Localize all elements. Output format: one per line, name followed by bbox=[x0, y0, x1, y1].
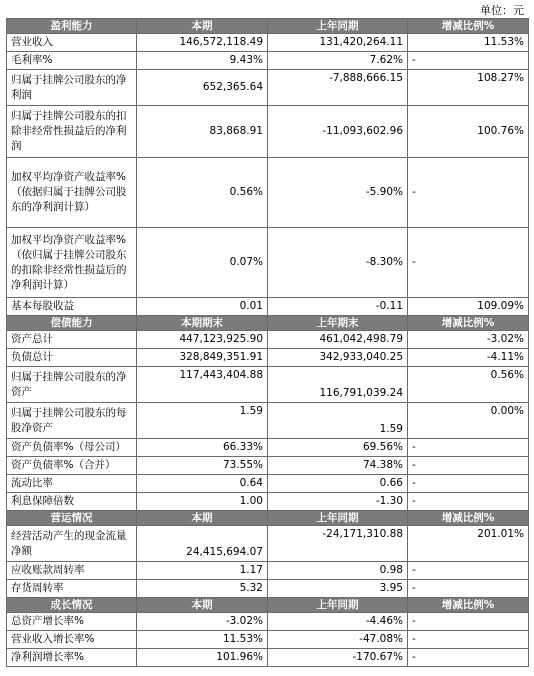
table-row bbox=[7, 580, 529, 598]
unit-label: 单位：元 bbox=[480, 4, 524, 17]
row-label: 基本每股收益 bbox=[7, 298, 137, 316]
header-cell: 上年同期 bbox=[268, 511, 408, 526]
current-value: 146,572,118.49 bbox=[137, 34, 268, 52]
table-row bbox=[7, 298, 529, 316]
table-row bbox=[7, 493, 529, 511]
prior-value: -7,888,666.15 bbox=[268, 70, 408, 106]
current-value: 73.55% bbox=[137, 457, 268, 475]
prior-value: 0.66 bbox=[268, 475, 408, 493]
row-label: 资产总计 bbox=[7, 331, 137, 349]
prior-value: -0.11 bbox=[268, 298, 408, 316]
change-ratio: 201.01% bbox=[408, 526, 529, 562]
row-label: 负债总计 bbox=[7, 349, 137, 367]
table-row bbox=[7, 331, 529, 349]
table-row bbox=[7, 613, 529, 631]
header-cell: 上年同期 bbox=[268, 598, 408, 613]
change-ratio: - bbox=[408, 52, 529, 70]
change-ratio: 11.53% bbox=[408, 34, 529, 52]
prior-value: -4.46% bbox=[268, 613, 408, 631]
row-label: 存货周转率 bbox=[7, 580, 137, 598]
section-header-growth bbox=[7, 598, 529, 613]
prior-value: 74.38% bbox=[268, 457, 408, 475]
row-label: 净利润增长率% bbox=[7, 649, 137, 667]
current-value: 1.59 bbox=[137, 403, 268, 439]
row-label: 资产负债率%（合并） bbox=[7, 457, 137, 475]
header-cell: 本期 bbox=[137, 511, 268, 526]
header-cell: 增减比例% bbox=[408, 598, 529, 613]
prior-value: -5.90% bbox=[268, 158, 408, 228]
table-row bbox=[7, 106, 529, 158]
section-header-profitability bbox=[7, 19, 529, 34]
change-ratio: - bbox=[408, 562, 529, 580]
table-row bbox=[7, 475, 529, 493]
change-ratio: - bbox=[408, 493, 529, 511]
change-ratio: - bbox=[408, 228, 529, 298]
header-cell: 成长情况 bbox=[7, 598, 137, 613]
row-label: 归属于挂牌公司股东的扣除非经常性损益后的净利润 bbox=[7, 106, 137, 158]
change-ratio: - bbox=[408, 457, 529, 475]
row-label: 资产负债率%（母公司） bbox=[7, 439, 137, 457]
table-row bbox=[7, 158, 529, 228]
row-label: 总资产增长率% bbox=[7, 613, 137, 631]
prior-value: -1.30 bbox=[268, 493, 408, 511]
prior-value: 116,791,039.24 bbox=[268, 367, 408, 403]
table-row bbox=[7, 52, 529, 70]
row-label: 营业收入 bbox=[7, 34, 137, 52]
table-row bbox=[7, 228, 529, 298]
header-cell: 上年同期 bbox=[268, 19, 408, 34]
current-value: 0.56% bbox=[137, 158, 268, 228]
prior-value: 7.62% bbox=[268, 52, 408, 70]
header-cell: 营运情况 bbox=[7, 511, 137, 526]
table-row bbox=[7, 349, 529, 367]
current-value: 24,415,694.07 bbox=[137, 526, 268, 562]
header-cell: 增减比例% bbox=[408, 19, 529, 34]
current-value: 0.64 bbox=[137, 475, 268, 493]
row-label: 利息保障倍数 bbox=[7, 493, 137, 511]
current-value: 1.17 bbox=[137, 562, 268, 580]
row-label: 加权平均净资产收益率%（依据归属于挂牌公司股东的净利润计算） bbox=[7, 158, 137, 228]
change-ratio: - bbox=[408, 475, 529, 493]
prior-value: -11,093,602.96 bbox=[268, 106, 408, 158]
change-ratio: 108.27% bbox=[408, 70, 529, 106]
row-label: 经营活动产生的现金流量净额 bbox=[7, 526, 137, 562]
change-ratio: - bbox=[408, 158, 529, 228]
header-cell: 增减比例% bbox=[408, 316, 529, 331]
header-cell: 本期 bbox=[137, 19, 268, 34]
table-row bbox=[7, 457, 529, 475]
table-row bbox=[7, 526, 529, 562]
section-header-operations bbox=[7, 511, 529, 526]
header-cell: 上年期末 bbox=[268, 316, 408, 331]
header-cell: 本期 bbox=[137, 598, 268, 613]
current-value: 0.01 bbox=[137, 298, 268, 316]
change-ratio: -3.02% bbox=[408, 331, 529, 349]
row-label: 流动比率 bbox=[7, 475, 137, 493]
prior-value: 342,933,040.25 bbox=[268, 349, 408, 367]
row-label: 归属于挂牌公司股东的净利润 bbox=[7, 70, 137, 106]
table-row bbox=[7, 403, 529, 439]
prior-value: 3.95 bbox=[268, 580, 408, 598]
financial-indicators-table bbox=[6, 18, 529, 667]
change-ratio: - bbox=[408, 439, 529, 457]
row-label: 加权平均净资产收益率%（依归属于挂牌公司股东的扣除非经常性损益后的净利润计算） bbox=[7, 228, 137, 298]
current-value: 0.07% bbox=[137, 228, 268, 298]
prior-value: -8.30% bbox=[268, 228, 408, 298]
header-cell: 盈利能力 bbox=[7, 19, 137, 34]
prior-value: -170.67% bbox=[268, 649, 408, 667]
prior-value: 1.59 bbox=[268, 403, 408, 439]
current-value: 11.53% bbox=[137, 631, 268, 649]
change-ratio: - bbox=[408, 631, 529, 649]
current-value: 5.32 bbox=[137, 580, 268, 598]
current-value: 447,123,925.90 bbox=[137, 331, 268, 349]
table-row bbox=[7, 649, 529, 667]
current-value: 328,849,351.91 bbox=[137, 349, 268, 367]
current-value: -3.02% bbox=[137, 613, 268, 631]
table-row bbox=[7, 367, 529, 403]
current-value: 66.33% bbox=[137, 439, 268, 457]
table-row bbox=[7, 70, 529, 106]
prior-value: 69.56% bbox=[268, 439, 408, 457]
prior-value: 0.98 bbox=[268, 562, 408, 580]
table-row bbox=[7, 439, 529, 457]
change-ratio: - bbox=[408, 613, 529, 631]
table-row bbox=[7, 34, 529, 52]
current-value: 9.43% bbox=[137, 52, 268, 70]
change-ratio: 0.56% bbox=[408, 367, 529, 403]
change-ratio: 109.09% bbox=[408, 298, 529, 316]
current-value: 652,365.64 bbox=[137, 70, 268, 106]
current-value: 1.00 bbox=[137, 493, 268, 511]
change-ratio: -4.11% bbox=[408, 349, 529, 367]
row-label: 营业收入增长率% bbox=[7, 631, 137, 649]
current-value: 83,868.91 bbox=[137, 106, 268, 158]
table-row bbox=[7, 631, 529, 649]
prior-value: -47.08% bbox=[268, 631, 408, 649]
prior-value: 131,420,264.11 bbox=[268, 34, 408, 52]
row-label: 归属于挂牌公司股东的每股净资产 bbox=[7, 403, 137, 439]
header-cell: 偿债能力 bbox=[7, 316, 137, 331]
change-ratio: - bbox=[408, 649, 529, 667]
change-ratio: 0.00% bbox=[408, 403, 529, 439]
change-ratio: - bbox=[408, 580, 529, 598]
current-value: 117,443,404.88 bbox=[137, 367, 268, 403]
change-ratio: 100.76% bbox=[408, 106, 529, 158]
current-value: 101.96% bbox=[137, 649, 268, 667]
row-label: 应收账款周转率 bbox=[7, 562, 137, 580]
table-row bbox=[7, 562, 529, 580]
row-label: 归属于挂牌公司股东的净资产 bbox=[7, 367, 137, 403]
row-label: 毛利率% bbox=[7, 52, 137, 70]
prior-value: -24,171,310.88 bbox=[268, 526, 408, 562]
header-cell: 增减比例% bbox=[408, 511, 529, 526]
prior-value: 461,042,498.79 bbox=[268, 331, 408, 349]
section-header-solvency bbox=[7, 316, 529, 331]
header-cell: 本期期末 bbox=[137, 316, 268, 331]
